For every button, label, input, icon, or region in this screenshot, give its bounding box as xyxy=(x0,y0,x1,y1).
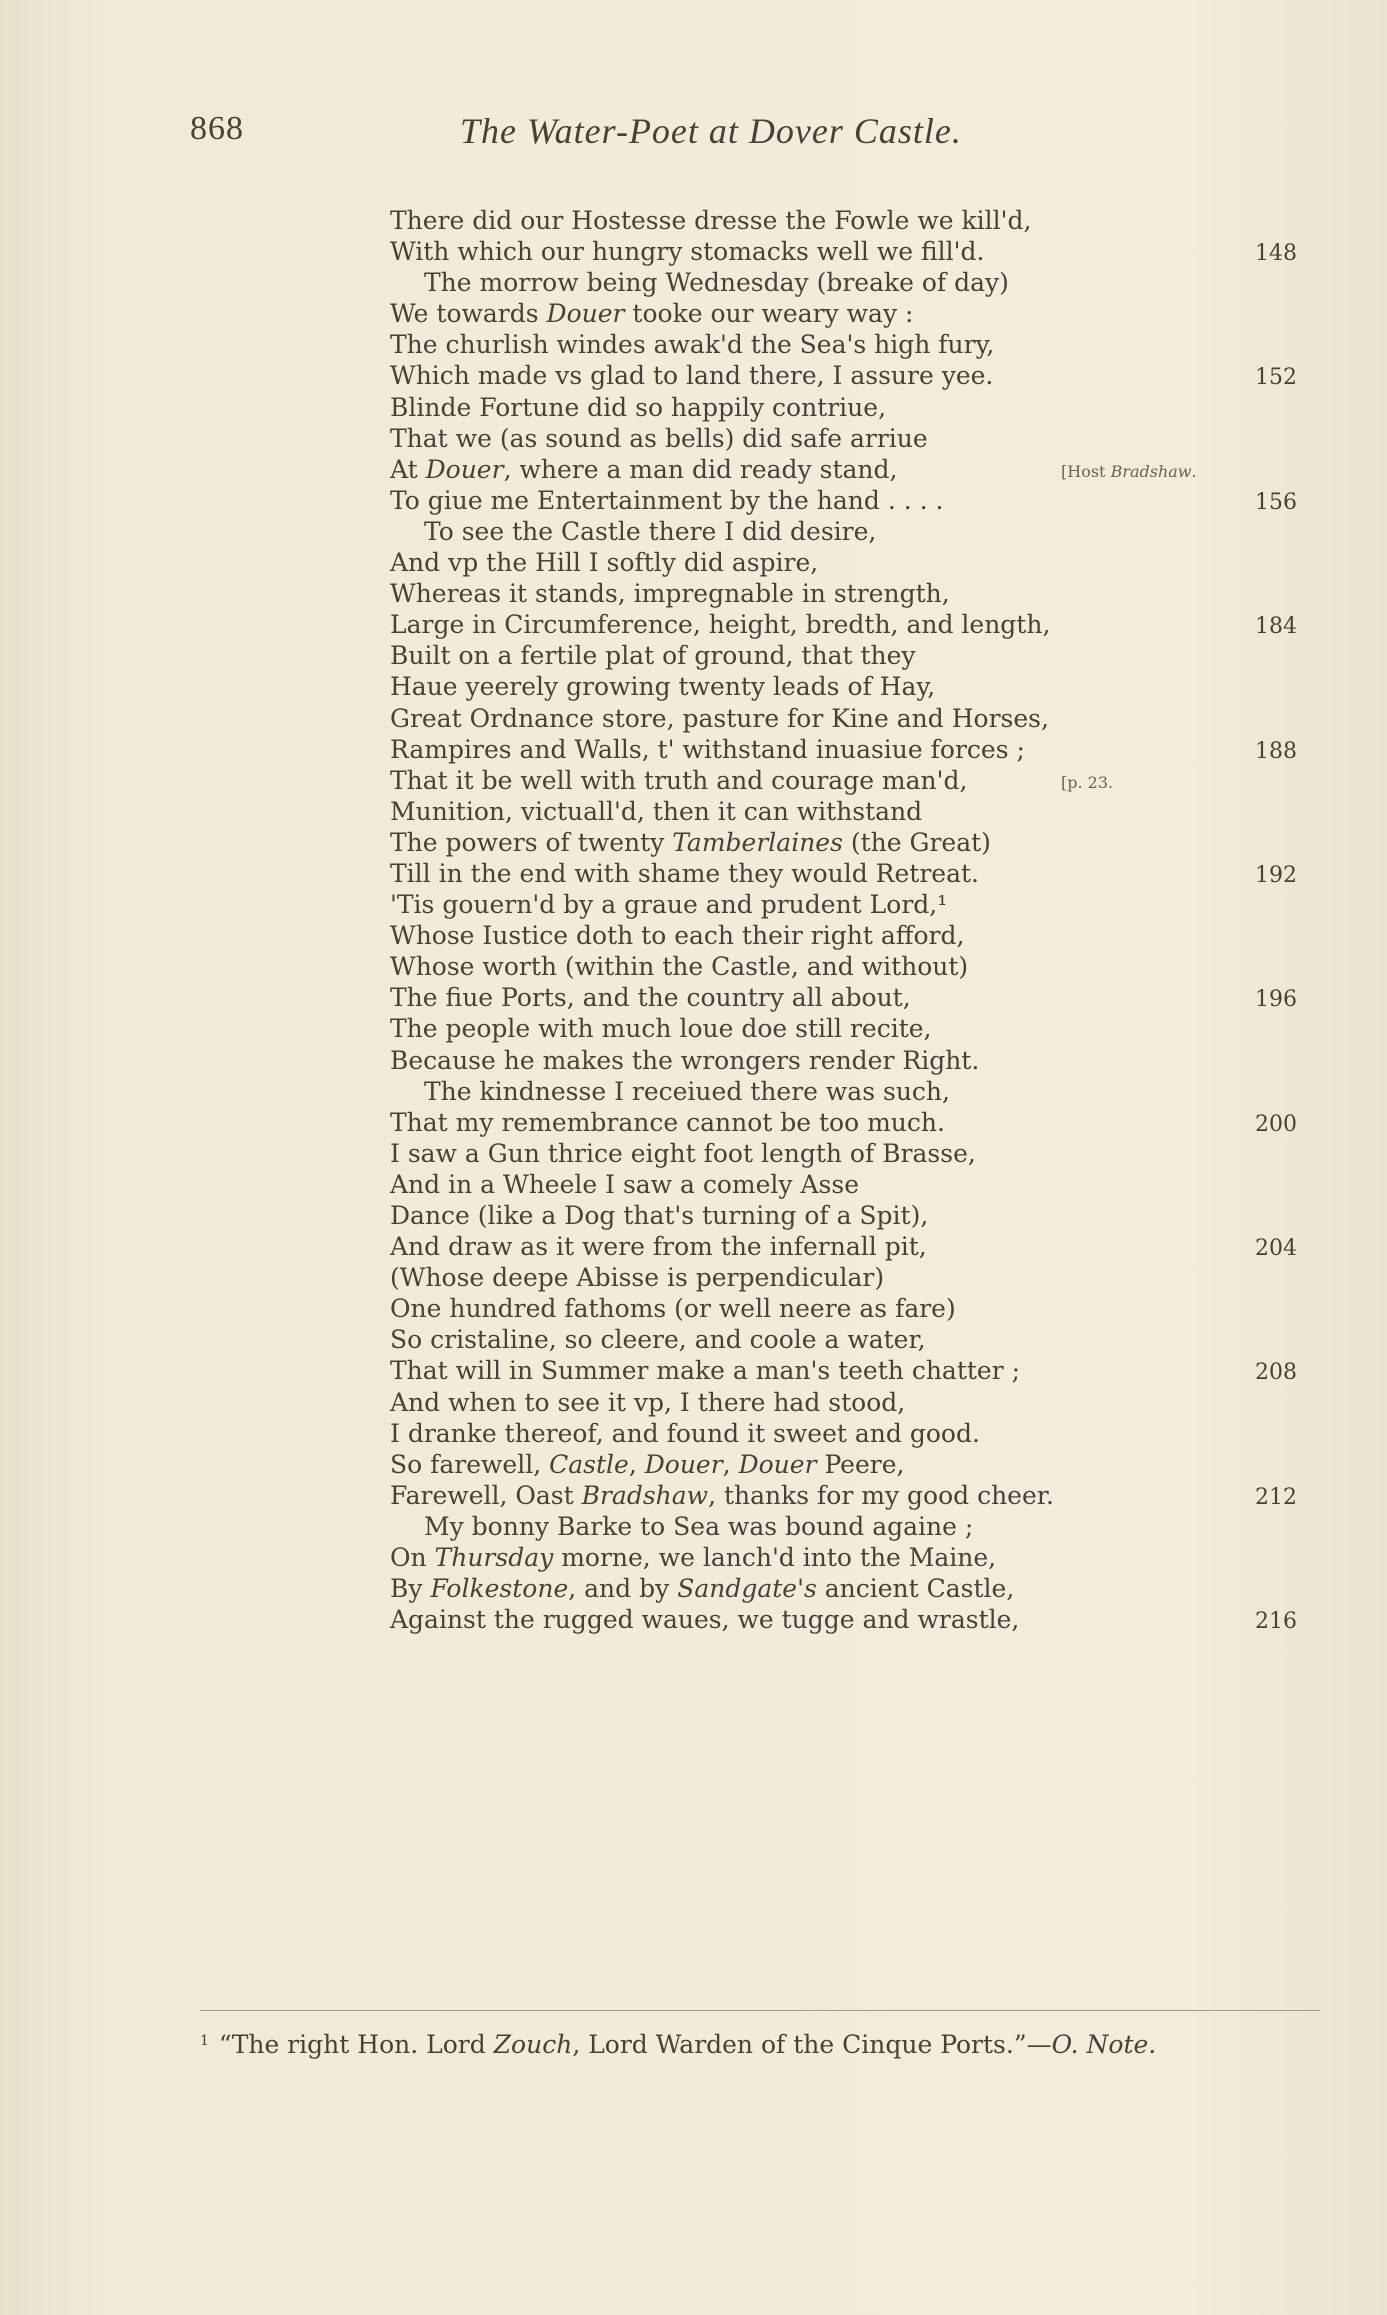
text-run: , and by xyxy=(568,1574,678,1604)
poem-line-text: Rampires and Walls, t' withstand inuasiue forces ; xyxy=(390,734,1025,764)
text-run: By xyxy=(390,1574,431,1604)
poem-line xyxy=(0,1449,1387,1480)
italic-text: Sandgate's xyxy=(677,1574,817,1604)
text-run: The powers of twenty xyxy=(390,827,673,857)
text-run: , where a man did ready stand, xyxy=(503,454,898,484)
poem-line-text: And draw as it were from the infernall pit, xyxy=(390,1232,927,1262)
italic-text: Douer xyxy=(425,454,504,484)
text-run: , Lord Warden of the Cinque Ports.”— xyxy=(572,2030,1052,2059)
poem-line xyxy=(0,640,1387,671)
italic-text: O. Note. xyxy=(1051,2030,1157,2059)
line-number: 204 xyxy=(1255,1236,1297,1262)
poem-line xyxy=(0,1138,1387,1169)
poem-line-text: Whose worth (within the Castle, and without) xyxy=(390,952,969,982)
poem-line-text: Great Ordnance store, pasture for Kine and Horses, xyxy=(390,703,1049,733)
line-number: 208 xyxy=(1255,1360,1297,1386)
poem-line xyxy=(0,889,1387,920)
line-number: 156 xyxy=(1255,489,1297,515)
poem-line-text: Till in the end with shame they would Retreat. xyxy=(390,858,979,888)
poem-line xyxy=(0,392,1387,423)
poem-line-text: (Whose deepe Abisse is perpendicular) xyxy=(390,1263,885,1293)
poem-text xyxy=(0,205,1387,1635)
poem-line xyxy=(0,703,1387,734)
poem-line-text: The churlish windes awak'd the Sea's high fury, xyxy=(390,330,995,360)
poem-line-text: Against the rugged waues, we tugge and wrastle, xyxy=(390,1605,1020,1635)
text-run: morne, we lanch'd into the Maine, xyxy=(553,1543,997,1573)
line-number: 152 xyxy=(1255,365,1297,391)
poem-line-text: The people with much loue doe still recite, xyxy=(390,1014,932,1044)
italic-text: Tamberlaines xyxy=(672,827,843,857)
poem-line-text: That my remembrance cannot be too much. xyxy=(390,1107,945,1137)
italic-text: Douer xyxy=(644,1449,723,1479)
line-number: 192 xyxy=(1255,862,1297,888)
poem-line-text: I saw a Gun thrice eight foot length of Brasse, xyxy=(390,1138,976,1168)
poem-line-text: To see the Castle there I did desire, xyxy=(424,516,877,546)
footnote-divider xyxy=(200,2010,1320,2011)
poem-line xyxy=(0,267,1387,298)
poem-line-text: Blinde Fortune did so happily contriue, xyxy=(390,392,887,422)
text-run: ancient Castle, xyxy=(816,1574,1015,1604)
poem-line-text: And vp the Hill I softly did aspire, xyxy=(390,548,819,578)
poem-line xyxy=(0,765,1387,796)
text-run: , xyxy=(722,1449,739,1479)
text-run: We towards xyxy=(390,299,547,329)
text-run: So farewell, xyxy=(390,1449,550,1479)
poem-line-text: 'Tis gouern'd by a graue and prudent Lord,¹ xyxy=(390,890,948,920)
italic-text: Folkestone xyxy=(430,1574,569,1604)
poem-line xyxy=(0,1200,1387,1231)
poem-line xyxy=(0,236,1387,267)
poem-line xyxy=(0,454,1387,485)
line-number: 188 xyxy=(1255,738,1297,764)
line-number: 216 xyxy=(1255,1609,1297,1635)
poem-line xyxy=(0,1107,1387,1138)
line-number: 200 xyxy=(1255,1111,1297,1137)
poem-line xyxy=(0,1355,1387,1386)
text-run: , thanks for my good cheer. xyxy=(708,1480,1054,1510)
text-run: , xyxy=(628,1449,645,1479)
poem-line xyxy=(0,1324,1387,1355)
poem-line xyxy=(0,1573,1387,1604)
line-number: 196 xyxy=(1255,987,1297,1013)
text-run: [Host xyxy=(1061,461,1111,481)
poem-line xyxy=(0,1262,1387,1293)
poem-line-text: With which our hungry stomacks well we fill'd. xyxy=(390,237,985,267)
margin-note xyxy=(1061,456,1197,487)
text-run: At xyxy=(390,454,426,484)
poem-line-text: That it be well with truth and courage man'd, xyxy=(390,765,968,795)
poem-line-text: The fiue Ports, and the country all about, xyxy=(390,983,911,1013)
poem-line-text: My bonny Barke to Sea was bound againe ; xyxy=(424,1511,974,1541)
italic-text: Zouch xyxy=(493,2030,573,2059)
poem-line xyxy=(0,205,1387,236)
poem-line-text: Dance (like a Dog that's turning of a Spit), xyxy=(390,1201,929,1230)
text-run: Peere, xyxy=(816,1449,905,1479)
running-title: The Water-Poet at Dover Castle. xyxy=(460,111,962,151)
poem-line-text: That will in Summer make a man's teeth chatter ; xyxy=(390,1356,1021,1386)
poem-line xyxy=(0,578,1387,609)
text-run: tooke our weary way : xyxy=(624,299,914,329)
margin-note xyxy=(1061,767,1113,798)
poem-line xyxy=(0,1604,1387,1635)
poem-line-text: So cristaline, so cleere, and coole a water, xyxy=(390,1325,926,1355)
poem-line xyxy=(0,1045,1387,1076)
poem-line-text: Whose Iustice doth to each their right afford, xyxy=(390,921,965,951)
poem-line-text: The kindnesse I receiued there was such, xyxy=(424,1076,950,1106)
poem-line xyxy=(0,1231,1387,1262)
poem-line xyxy=(0,1013,1387,1044)
poem-line xyxy=(0,1387,1387,1418)
text-run: . xyxy=(1191,461,1197,481)
poem-line xyxy=(0,951,1387,982)
page-number: 868 xyxy=(190,110,244,147)
text-run: “The right Hon. Lord xyxy=(218,2030,494,2059)
poem-line-text: And when to see it vp, I there had stood, xyxy=(390,1387,906,1417)
poem-line-text: That we (as sound as bells) did safe arriue xyxy=(390,423,928,453)
poem-line-text: There did our Hostesse dresse the Fowle we kill'd, xyxy=(390,206,1032,235)
poem-line-text xyxy=(390,1449,904,1480)
footnote xyxy=(200,2030,1156,2059)
poem-line-text: Haue yeerely growing twenty leads of Hay, xyxy=(390,672,936,702)
poem-line-text: Built on a fertile plat of ground, that they xyxy=(390,641,916,671)
poem-line-text xyxy=(390,1480,1054,1511)
text-run: [p. 23. xyxy=(1061,772,1114,792)
poem-line xyxy=(0,1169,1387,1200)
italic-text: Douer xyxy=(546,299,625,329)
poem-line-text: Because he makes the wrongers render Right. xyxy=(390,1045,980,1075)
poem-line xyxy=(0,298,1387,329)
poem-line-text xyxy=(390,1542,996,1573)
line-number: 212 xyxy=(1255,1484,1297,1510)
footnote-text xyxy=(219,2030,1156,2059)
poem-line xyxy=(0,485,1387,516)
poem-line-text xyxy=(390,827,991,858)
poem-line xyxy=(0,1076,1387,1107)
poem-line xyxy=(0,1511,1387,1542)
poem-line xyxy=(0,423,1387,454)
poem-line-text: One hundred fathoms (or well neere as fare) xyxy=(390,1294,956,1324)
footnote-marker: 1 xyxy=(200,2033,209,2049)
poem-line xyxy=(0,734,1387,765)
italic-text: Thursday xyxy=(434,1543,554,1573)
poem-line-text: To giue me Entertainment by the hand . . . . xyxy=(390,485,944,515)
poem-line-text: The morrow being Wednesday (breake of day) xyxy=(424,268,1009,298)
poem-line-text xyxy=(390,298,913,329)
poem-line xyxy=(0,329,1387,360)
italic-text: Bradshaw xyxy=(581,1480,709,1510)
italic-text: Douer xyxy=(738,1449,817,1479)
poem-line-text xyxy=(390,1573,1014,1604)
poem-line xyxy=(0,1293,1387,1324)
poem-line-text: I dranke thereof, and found it sweet and good. xyxy=(390,1418,980,1448)
text-run: (the Great) xyxy=(842,827,991,857)
poem-line xyxy=(0,1418,1387,1449)
poem-line-text: Munition, victuall'd, then it can withstand xyxy=(390,796,923,826)
poem-line-text: Which made vs glad to land there, I assure yee. xyxy=(390,361,994,391)
poem-line xyxy=(0,516,1387,547)
poem-line-text: Large in Circumference, height, bredth, and length, xyxy=(390,610,1051,640)
poem-line-text: And in a Wheele I saw a comely Asse xyxy=(390,1169,860,1199)
poem-line xyxy=(0,671,1387,702)
italic-text: Bradshaw xyxy=(1110,461,1192,481)
poem-line-text: Whereas it stands, impregnable in strength, xyxy=(390,579,950,609)
poem-line-text xyxy=(390,454,897,485)
poem-line xyxy=(0,547,1387,578)
poem-line xyxy=(0,1542,1387,1573)
poem-line xyxy=(0,920,1387,951)
poem-line xyxy=(0,609,1387,640)
poem-line xyxy=(0,796,1387,827)
poem-line xyxy=(0,982,1387,1013)
line-number: 148 xyxy=(1255,241,1297,267)
poem-line xyxy=(0,1480,1387,1511)
text-run: On xyxy=(390,1543,435,1573)
poem-line xyxy=(0,360,1387,391)
italic-text: Castle xyxy=(549,1449,629,1479)
line-number: 184 xyxy=(1255,614,1297,640)
text-run: Farewell, Oast xyxy=(390,1480,582,1510)
poem-line xyxy=(0,827,1387,858)
poem-line xyxy=(0,858,1387,889)
